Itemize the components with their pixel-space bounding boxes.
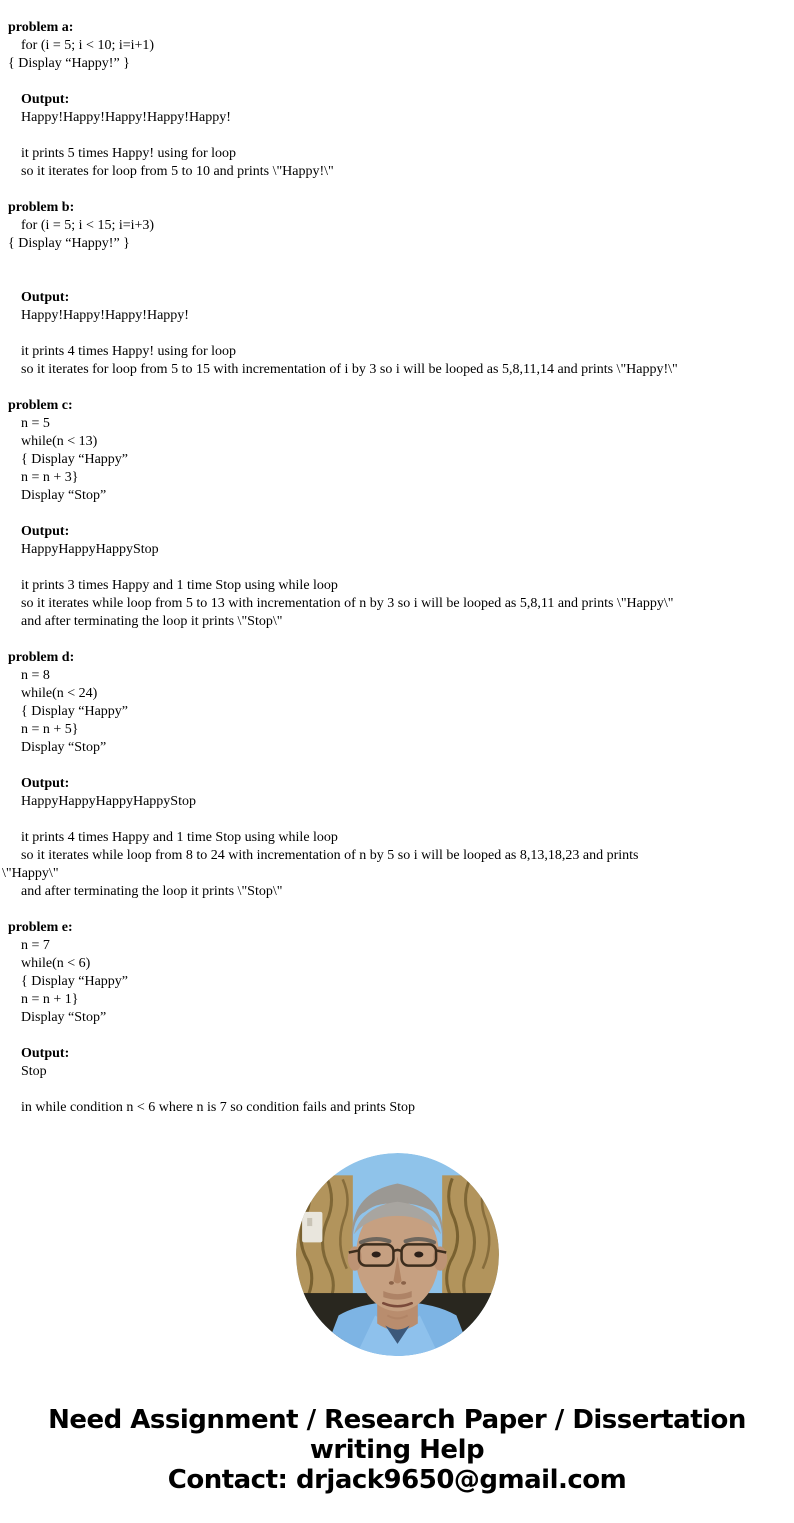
problem-title: problem c: (8, 398, 73, 413)
text-line: it prints 4 times Happy and 1 time Stop using while loop (21, 830, 338, 845)
help-banner (0, 1405, 794, 1495)
text-line: while(n < 24) (21, 686, 98, 701)
text-line: { Display “Happy!” } (8, 56, 130, 71)
text-line: HappyHappyHappyHappyStop (21, 794, 196, 809)
text-line: Output: (21, 1046, 70, 1061)
document-lines (0, 19, 794, 1117)
blank-line (0, 811, 794, 829)
blank-line (0, 73, 794, 91)
blank-line (0, 757, 794, 775)
problem-title: problem b: (8, 200, 75, 215)
text-line: \"Happy\" (2, 866, 59, 881)
blank-line (0, 1027, 794, 1045)
text-line: Output: (21, 776, 70, 791)
banner-contact-email: Contact: drjack9650@gmail.com (167, 1465, 627, 1495)
profile-photo-image (296, 1153, 499, 1356)
text-line: n = 5 (21, 416, 50, 431)
blank-line (0, 901, 794, 919)
text-line: n = n + 3} (21, 470, 79, 485)
text-line: it prints 4 times Happy! using for loop (21, 344, 237, 359)
blank-line (0, 559, 794, 577)
text-line: Output: (21, 290, 70, 305)
blank-line (0, 631, 794, 649)
blank-line (0, 181, 794, 199)
blank-line (0, 271, 794, 289)
text-line: and after terminating the loop it prints \"Stop\" (21, 614, 283, 629)
problem-title: problem e: (8, 920, 73, 935)
blank-line (0, 505, 794, 523)
blank-line (0, 379, 794, 397)
text-line: for (i = 5; i < 10; i=i+1) (21, 38, 155, 53)
text-line: in while condition n < 6 where n is 7 so condition fails and prints Stop (21, 1100, 416, 1115)
text-line: { Display “Happy” (21, 974, 129, 989)
text-line: n = 7 (21, 938, 50, 953)
text-line: Display “Stop” (21, 740, 107, 755)
text-line: n = n + 5} (21, 722, 79, 737)
text-line: so it iterates while loop from 8 to 24 with incrementation of n by 5 so i will be looped as 8,13,18,23 and prints (21, 848, 639, 863)
text-line: while(n < 13) (21, 434, 98, 449)
blank-line (0, 127, 794, 145)
text-line: Happy!Happy!Happy!Happy!Happy! (21, 110, 231, 125)
text-line: Happy!Happy!Happy!Happy! (21, 308, 189, 323)
text-line: Output: (21, 524, 70, 539)
text-line: Display “Stop” (21, 488, 107, 503)
text-line: HappyHappyHappyStop (21, 542, 159, 557)
text-line: it prints 5 times Happy! using for loop (21, 146, 237, 161)
problem-title: problem a: (8, 20, 74, 35)
text-line: { Display “Happy” (21, 704, 129, 719)
profile-photo-container (0, 1153, 794, 1356)
text-line: n = n + 1} (21, 992, 79, 1007)
blank-line (0, 253, 794, 271)
text-line: Stop (21, 1064, 47, 1079)
blank-line (0, 325, 794, 343)
text-line: Display “Stop” (21, 1010, 107, 1025)
text-line: Output: (21, 92, 70, 107)
text-line: so it iterates while loop from 5 to 13 with incrementation of n by 3 so i will be looped as 5,8,11 and prints \"Happy\" (21, 596, 674, 611)
blank-line (0, 1081, 794, 1099)
text-line: so it iterates for loop from 5 to 10 and prints \"Happy!\" (21, 164, 334, 179)
text-line: it prints 3 times Happy and 1 time Stop using while loop (21, 578, 338, 593)
text-line: { Display “Happy!” } (8, 236, 130, 251)
problem-title: problem d: (8, 650, 75, 665)
text-line: for (i = 5; i < 15; i=i+3) (21, 218, 155, 233)
text-line: while(n < 6) (21, 956, 91, 971)
banner-line-2: writing Help (309, 1435, 485, 1465)
text-line: n = 8 (21, 668, 50, 683)
text-line: and after terminating the loop it prints \"Stop\" (21, 884, 283, 899)
text-line: { Display “Happy” (21, 452, 129, 467)
banner-line-1: Need Assignment / Research Paper / Dissertation (48, 1405, 746, 1435)
text-line: so it iterates for loop from 5 to 15 with incrementation of i by 3 so i will be looped as 5,8,11,14 and prints \"Happy!\" (21, 362, 678, 377)
